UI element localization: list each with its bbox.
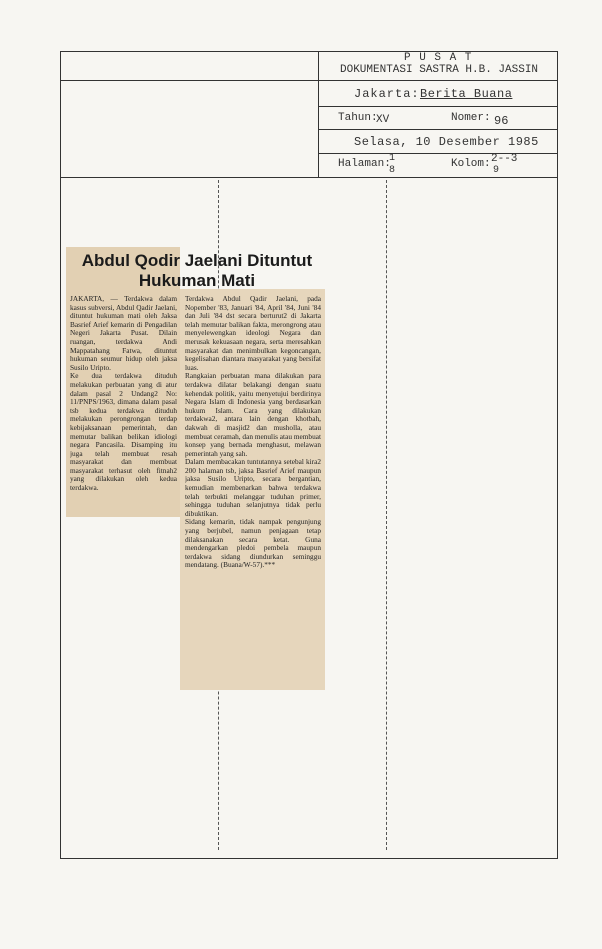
article-column-1: JAKARTA, — Terdakwa dalam kasus subversi, Abdul Qadir Jaelani, dituntut hukuman mati oleh Jaksa Basrief Arief kemarin di Pengadilan Negeri Jakarta Pusat. Dilain ruangan, terdakwa Andi Mappatahang Fatwa, dituntut hukuman seumur hidup oleh jaksa Susilo Uripto. Ke dua terdakwa dituduh melakukan perbuatan yang di atur dalam pasal 2 Undang2 No: 11/PNPS/1963, dimana dalam pasal tsb kedua terdakwa dituduh melakukan perongrongan terdap kebijaksanaan pemerintah, dan memutar balikan belikan idiologi negara Pancasila. Disamping itu juga telah membuat resah masyarakat dan membuat masyarakat terhasut oleh fitnah2 yang dilakukan oleh kedua terdakwa.	[70, 295, 177, 493]
halaman-value: 1	[389, 153, 396, 164]
article-headline: Abdul Qodir Jaelani Dituntut Hukuman Mati	[81, 251, 313, 290]
article-column-2: Terdakwa Abdul Qadir Jaelani, pada Nopember '83, Januari '84, April '84, Juni '84 dan Juli '84 dst secara berturut2 di Jakarta telah memutar balikan fakta, merongrong atau menyelewengkan ideologi Negara dan merusak kekuasaan negara, serta meresahkan masyarakat dan menimbulkan kegoncangan, kegelisahan diantara masyarakat yang bersifat luas. Rangkaian perbuatan mana dilakukan para terdakwa dilatar belakangi dengan suatu kehendak politik, yaitu menyetujui berdirinya Negara Islam di Indonesia yang berdasarkan hukum Islam. Cara yang dilakukan terdakwa2, antara lain dengan khotbah, dakwah di masjid2 dan musholla, atau membuat ceramah, dan menulis atau membuat konsep yang bernada menghasut, melawan pemerintah yang sah. Dalam membacakan tuntutannya setebal kira2 200 halaman tsb, jaksa Basrief Arief maupun jaksa Susilo Uripto, secara bergantian, kemudian membenarkan bahwa terdakwa telah terbukti melanggar tuduhan primer, sehingga tuduhan selanjutnya tidak perlu dibuktikan. Sidang kemarin, tidak nampak pengunjung yang berjubel, namun penjagaan tetap dilaksanakan secara ketat. Guna mendengarkan pledoi pembela maupun terdakwa sidang diundurkan seminggu mendatang. (Buana/W-57).***	[185, 295, 321, 570]
kolom-value-2: 9	[493, 165, 500, 176]
nomer-value: 96	[494, 114, 509, 128]
pusat-label: P U S A T	[404, 52, 473, 64]
header-divider-vertical	[318, 51, 319, 178]
header-row-line-1	[60, 80, 558, 81]
header-row-line-4	[318, 153, 558, 154]
form-top-border	[60, 51, 558, 52]
kolom-value: 2--3	[491, 153, 518, 165]
halaman-value-2: 8	[389, 165, 396, 176]
city-label: Jakarta:	[354, 87, 420, 101]
form-bottom-border	[60, 858, 558, 859]
newspaper-clipping	[66, 247, 325, 690]
publication-name: Berita Buana	[420, 87, 513, 101]
form-right-border	[557, 51, 558, 859]
header-row-line-2	[318, 106, 558, 107]
halaman-label: Halaman:	[338, 158, 391, 170]
tahun-label: Tahun:	[338, 112, 378, 124]
nomer-label: Nomer:	[451, 112, 491, 124]
header-bottom-line	[60, 177, 558, 178]
tahun-value: XV	[376, 114, 390, 126]
dokumentasi-label: DOKUMENTASI SASTRA H.B. JASSIN	[340, 64, 539, 76]
form-left-border	[60, 51, 61, 859]
header-row-line-3	[318, 129, 558, 130]
date-text: Selasa, 10 Desember 1985	[354, 135, 539, 149]
column-guide-right	[386, 180, 387, 850]
kolom-label: Kolom:	[451, 158, 491, 170]
